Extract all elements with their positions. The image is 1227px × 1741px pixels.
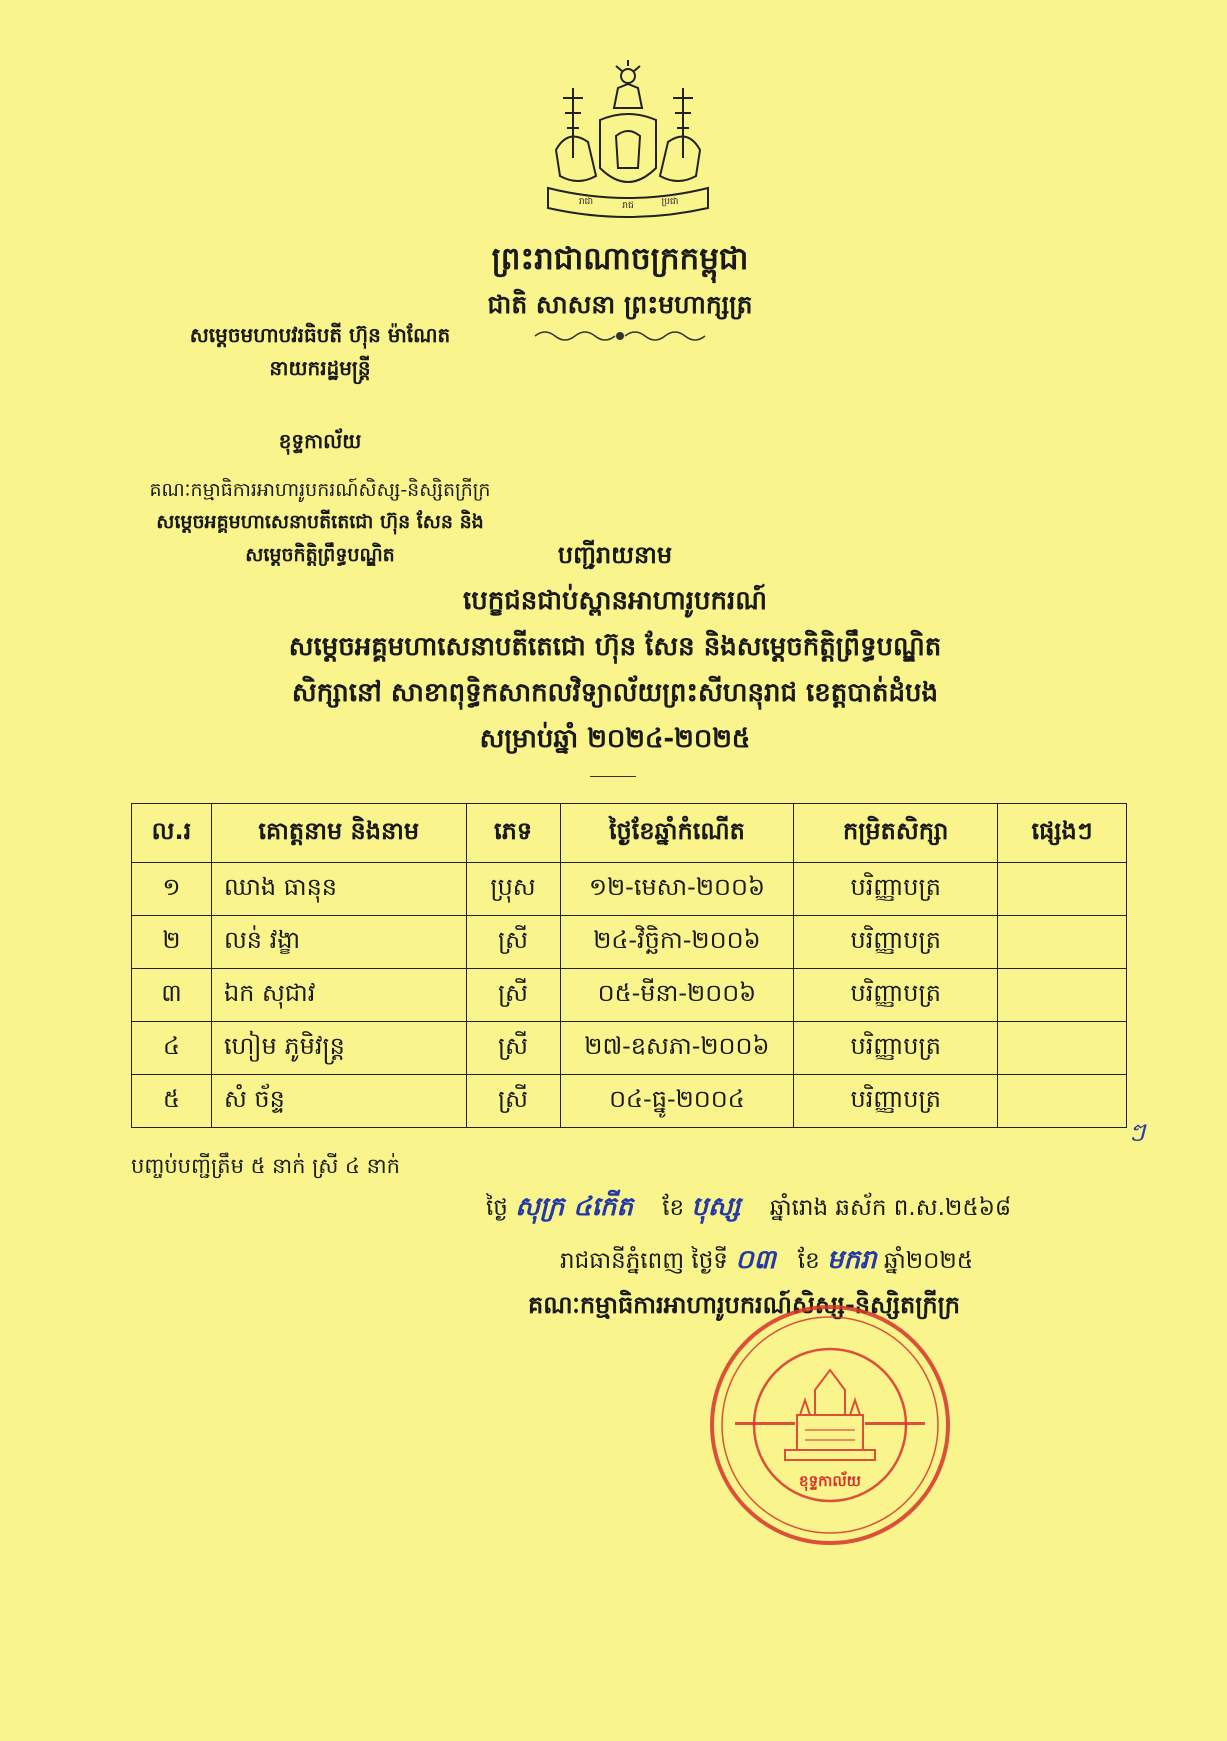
cell-dob: ០៤-ធ្នូ-២០០៤	[560, 1075, 794, 1128]
solar-date-line	[560, 1243, 973, 1281]
col-header-no: ល.រ	[132, 804, 212, 863]
day-label: ថ្ងៃ	[486, 1195, 508, 1221]
col-header-name: គោត្តនាម និងនាម	[211, 804, 466, 863]
table-row	[132, 916, 1127, 969]
cell-dob: ២៤-វិច្ឆិកា-២០០៦	[560, 916, 794, 969]
signatory-organization: គណៈកម្មាធិការអាហារូបករណ៍សិស្ស-និស្សិតក្រីក្រ	[528, 1291, 961, 1319]
royal-coat-of-arms-icon	[538, 58, 718, 228]
col-header-dob: ថ្ងៃខែឆ្នាំកំណើត	[560, 804, 794, 863]
table-row	[132, 969, 1127, 1022]
sender-prime-minister-name: សម្ដេចមហាបវរធិបតី ហ៊ុន ម៉ាណែត	[189, 323, 451, 347]
col-header-level: កម្រិតសិក្សា	[794, 804, 998, 863]
place-text: រាជធានីភ្នំពេញ ថ្ងៃទី	[560, 1248, 728, 1274]
cell-name: ហៀម ភូមិវន្ត្រ	[211, 1022, 466, 1075]
cell-other	[998, 969, 1127, 1022]
handwritten-month: បុស្ស	[691, 1192, 741, 1222]
cell-no: ១	[132, 863, 212, 916]
cell-no: ៣	[132, 969, 212, 1022]
official-seal-icon	[705, 1300, 955, 1550]
cell-dob: ១២-មេសា-២០០៦	[560, 863, 794, 916]
sender-committee: គណៈកម្មាធិការអាហារូបករណ៍សិស្ស-និស្សិតក្រីក្រ	[149, 479, 491, 501]
cell-level: បរិញ្ញាបត្រ	[794, 969, 998, 1022]
table-header-row	[132, 804, 1127, 863]
handwritten-margin-mark: ៗ	[1128, 1118, 1146, 1148]
list-summary: បញ្ចប់បញ្ជីត្រឹម ៥ នាក់ ស្រី ៤ នាក់	[131, 1154, 400, 1178]
table-row	[132, 863, 1127, 916]
table-row	[132, 1075, 1127, 1128]
cell-level: បរិញ្ញាបត្រ	[794, 1075, 998, 1128]
sender-committee-line3: សម្ដេចកិត្តិព្រឹទ្ធបណ្ឌិត	[245, 544, 395, 566]
emblem-label-right: ប្រជា	[661, 197, 679, 207]
month-label-2: ខែ	[797, 1248, 820, 1274]
handwritten-day: សុក្រ ៤កើត	[515, 1192, 633, 1222]
cell-dob: ០៥-មីនា-២០០៦	[560, 969, 794, 1022]
col-header-sex: ភេទ	[466, 804, 560, 863]
table-row	[132, 1022, 1127, 1075]
cell-level: បរិញ្ញាបត្រ	[794, 863, 998, 916]
cell-no: ៤	[132, 1022, 212, 1075]
candidate-table	[131, 803, 1127, 1128]
emblem-label-center: រាជ	[622, 201, 634, 211]
handwritten-day-number: ០៣	[735, 1245, 776, 1275]
cell-level: បរិញ្ញាបត្រ	[794, 916, 998, 969]
cell-sex: ស្រី	[466, 1022, 560, 1075]
title-divider	[590, 776, 636, 777]
cell-sex: ស្រី	[466, 916, 560, 969]
cell-no: ៥	[132, 1075, 212, 1128]
emblem-label-left: រាជា	[578, 197, 594, 207]
cell-level: បរិញ្ញាបត្រ	[794, 1022, 998, 1075]
cell-other	[998, 916, 1127, 969]
kingdom-heading: ព្រះរាជាណាចក្រកម្ពុជា	[491, 241, 749, 277]
document-title: បញ្ជីរាយនាម	[557, 541, 673, 569]
handwritten-month-2: មករា	[827, 1245, 877, 1275]
cell-no: ២	[132, 916, 212, 969]
national-motto: ជាតិ សាសនា ព្រះមហាក្សត្រ	[487, 290, 753, 319]
month-label: ខែ	[662, 1195, 685, 1221]
year-text-2: ឆ្នាំ២០២៥	[883, 1248, 974, 1274]
cell-dob: ២៧-ឧសភា-២០០៦	[560, 1022, 794, 1075]
document-subtitle-4: សម្រាប់ឆ្នាំ ២០២៤-២០២៥	[479, 724, 751, 754]
year-text: ឆ្នាំរោង ឆស័ក ព.ស.២៥៦៨	[769, 1195, 1012, 1221]
document-subtitle-1: បេក្ខជនជាប់ស្ពានអាហារូបករណ៍	[462, 586, 768, 616]
seal-center-label: ខុទ្ទកាល័យ	[799, 1472, 861, 1490]
cell-other	[998, 1022, 1127, 1075]
cell-sex: ស្រី	[466, 1075, 560, 1128]
cell-name: លន់ វង្ខា	[211, 916, 466, 969]
col-header-other: ផ្សេងៗ	[998, 804, 1127, 863]
cell-other	[998, 1075, 1127, 1128]
cell-name: សំ ច័ន្ទ	[211, 1075, 466, 1128]
cell-name: ឯក សុជាវ	[211, 969, 466, 1022]
ornament-divider-icon	[530, 327, 710, 345]
sender-committee-line2: សម្ដេចអគ្គមហាសេនាបតីតេជោ ហ៊ុន សែន និង	[156, 511, 484, 533]
cell-sex: ប្រុស	[466, 863, 560, 916]
sender-title: នាយករដ្ឋមន្ត្រី	[269, 356, 371, 380]
lunar-date-line	[486, 1190, 1011, 1228]
cell-other	[998, 863, 1127, 916]
cell-name: ឈាង ធានុន	[211, 863, 466, 916]
document-subtitle-3: សិក្សានៅ សាខាពុទ្ធិកសាកលវិទ្យាល័យព្រះសីហនុរាជ ខេត្តបាត់ដំបង	[291, 678, 939, 708]
sender-cabinet: ខុទ្ទកាល័យ	[278, 429, 362, 453]
document-subtitle-2: សម្ដេចអគ្គមហាសេនាបតីតេជោ ហ៊ុន សែន និងសម្ដេចកិត្តិព្រឹទ្ធបណ្ឌិត	[288, 632, 942, 662]
cell-sex: ស្រី	[466, 969, 560, 1022]
